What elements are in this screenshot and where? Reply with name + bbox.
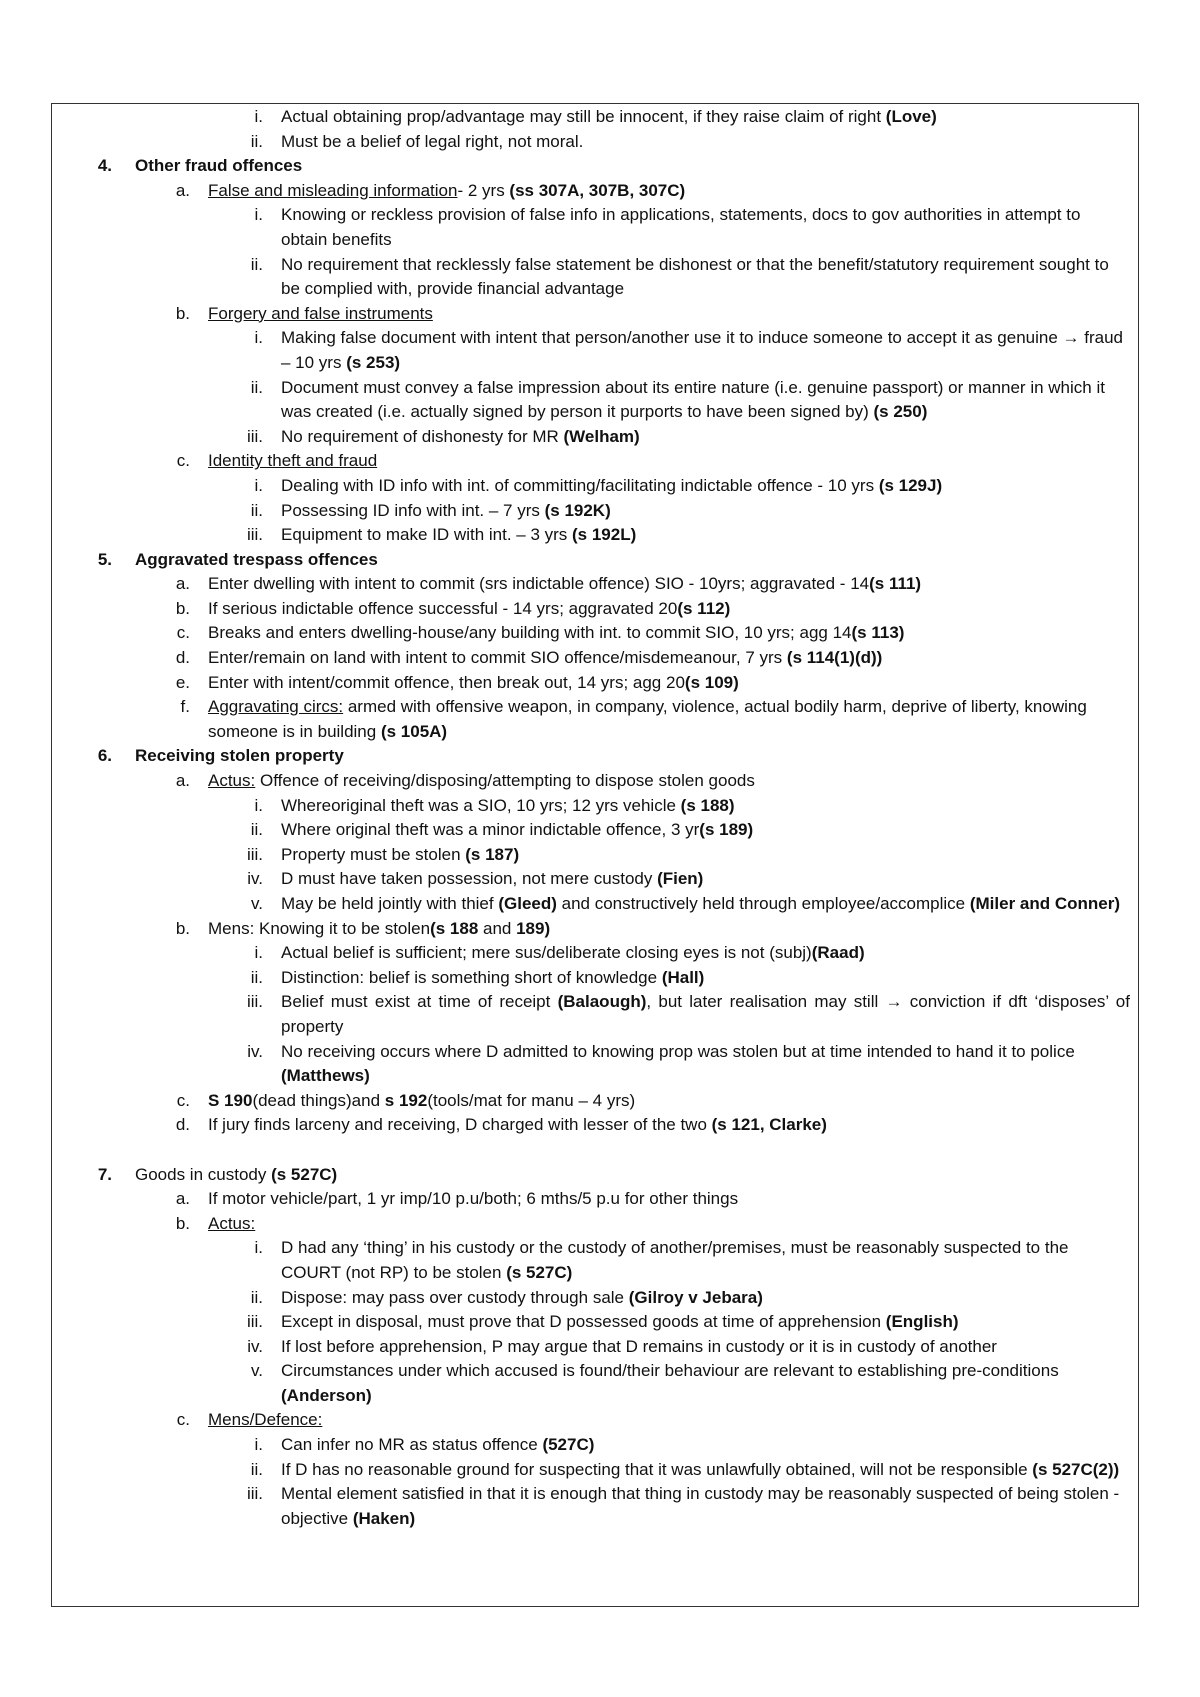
- plain-text: If motor vehicle/part, 1 yr imp/10 p.u/both; 6 mths/5 p.u for other things: [208, 1189, 739, 1209]
- outline-item-level-3: [0, 1286, 1200, 1311]
- plain-text: Offence of receiving/disposing/attempting to dispose stolen goods: [255, 771, 755, 791]
- item-text: [208, 302, 1130, 327]
- plain-text: No requirement of dishonesty for MR: [281, 426, 564, 446]
- plain-text: If jury finds larceny and receiving, D charged with lesser of the two: [208, 1115, 712, 1135]
- list-marker: 6.: [97, 746, 112, 766]
- plain-text: Must be a belief of legal right, not moral.: [281, 131, 584, 151]
- outline-item-level-2: [0, 1113, 1200, 1138]
- citation: (English): [885, 1312, 959, 1332]
- citation: (s 527C(2)): [1032, 1459, 1120, 1479]
- plain-text: and constructively held through employee/accomplice: [556, 894, 970, 913]
- plain-text: Circumstances under which accused is found/their behaviour are relevant to establishing pre-conditions: [281, 1361, 1059, 1381]
- outline-item-level-2: [0, 449, 1200, 474]
- citation: (Matthews): [281, 1066, 370, 1086]
- outline-item-level-3: [0, 203, 1200, 252]
- list-marker: 4.: [97, 156, 112, 176]
- item-text: [135, 154, 1130, 179]
- outline-item-level-3: [0, 794, 1200, 819]
- citation: (s 527C): [271, 1164, 338, 1184]
- citation: (s 121, Clarke): [711, 1115, 827, 1135]
- list-marker: iii.: [246, 844, 263, 864]
- plain-text: Except in disposal, must prove that D possessed goods at time of apprehension: [281, 1312, 886, 1332]
- list-marker: ii.: [250, 820, 263, 840]
- citation: (s 192L): [572, 525, 637, 545]
- plain-text: If serious indictable offence successful - 14 yrs; aggravated 20: [208, 598, 678, 618]
- list-marker: ii.: [250, 1459, 263, 1479]
- list-marker: f.: [180, 697, 190, 717]
- list-marker: ii.: [250, 131, 263, 151]
- item-text: [281, 253, 1130, 302]
- plain-text: Actual obtaining prop/advantage may still be innocent, if they raise claim of right: [281, 107, 886, 126]
- plain-text: Making false document with intent that person/another use it to induce someone to accept it as genuine → fraud – 10 yrs: [281, 328, 1124, 372]
- citation: (Miler and Conner): [969, 894, 1121, 913]
- item-text: [281, 203, 1130, 252]
- item-text: [281, 1335, 1130, 1360]
- list-marker: 5.: [97, 549, 112, 569]
- plain-text: (dead things)and: [252, 1090, 385, 1110]
- citation: (ss 307A, 307B, 307C): [509, 180, 686, 200]
- list-marker: a.: [175, 574, 190, 594]
- outline-item-level-3: [0, 376, 1200, 425]
- underlined-heading: Forgery and false instruments: [208, 303, 433, 323]
- outline-item-level-3: [0, 867, 1200, 892]
- plain-text: No requirement that recklessly false statement be dishonest or that the benefit/statutory requirement sought to be complied with, provide financial advantage: [281, 254, 1109, 299]
- list-marker: iii.: [246, 1484, 263, 1504]
- plain-text: Mental element satisfied in that it is enough that thing in custody may be reasonably suspected of being stolen - objective: [281, 1484, 1120, 1528]
- citation: (Anderson): [281, 1385, 372, 1405]
- citation: (s 112): [677, 598, 731, 618]
- list-marker: i.: [254, 943, 263, 963]
- item-text: [208, 671, 1130, 696]
- outline-item-level-3: [0, 990, 1200, 1039]
- underlined-heading: Actus:: [208, 771, 256, 791]
- citation: (Hall): [661, 967, 705, 987]
- blank-line: [0, 1138, 1200, 1163]
- list-marker: iv.: [247, 1336, 263, 1356]
- list-marker: e.: [175, 672, 190, 692]
- list-marker: a.: [175, 771, 190, 791]
- list-marker: b.: [175, 1213, 190, 1233]
- citation: (s 527C): [506, 1262, 573, 1282]
- citation: (Welham): [563, 426, 640, 446]
- plain-text: Receiving stolen property: [135, 746, 344, 766]
- citation: (s 187): [465, 844, 520, 864]
- plain-text: Whereoriginal theft was a SIO, 10 yrs; 12 yrs vehicle: [281, 795, 681, 815]
- plain-text: Breaks and enters dwelling-house/any building with int. to commit SIO, 10 yrs; agg 14: [208, 623, 852, 643]
- list-marker: iv.: [247, 1041, 263, 1061]
- citation: (527C): [542, 1435, 595, 1455]
- outline-item-level-2: [0, 1212, 1200, 1237]
- outline-item-level-3: [0, 892, 1200, 917]
- item-text: [281, 326, 1130, 375]
- outline-item-level-3: [0, 818, 1200, 843]
- citation: (s 188: [430, 918, 479, 938]
- citation: (Gleed): [498, 894, 557, 913]
- item-text: [281, 990, 1130, 1039]
- outline-item-level-3: [0, 499, 1200, 524]
- item-text: [208, 1408, 1130, 1433]
- plain-text: Enter/remain on land with intent to commit SIO offence/misdemeanour, 7 yrs: [208, 648, 787, 668]
- item-text: [208, 769, 1130, 794]
- item-text: [281, 843, 1130, 868]
- outline-item-level-1: [0, 744, 1200, 769]
- citation: (s 105A): [380, 721, 448, 741]
- plain-text: and: [478, 918, 517, 938]
- underlined-heading: Identity theft and fraud: [208, 451, 378, 471]
- item-text: [281, 523, 1130, 548]
- plain-text: Enter with intent/commit offence, then break out, 14 yrs; agg 20: [208, 672, 685, 692]
- outline-item-level-3: [0, 1310, 1200, 1335]
- list-marker: v.: [251, 894, 263, 913]
- list-marker: i.: [254, 795, 263, 815]
- outline-item-level-3: [0, 1236, 1200, 1285]
- plain-text: (tools/mat for manu – 4 yrs): [427, 1090, 636, 1110]
- plain-text: Goods in custody: [135, 1164, 272, 1184]
- outline-item-level-1: [0, 1163, 1200, 1188]
- plain-text: Document must convey a false impression about its entire nature (i.e. genuine passport) or manner in which it was created (i.e. actually signed by person it purports to have been signed by): [281, 377, 1105, 422]
- list-marker: c.: [176, 451, 190, 471]
- outline-item-level-3: [0, 1335, 1200, 1360]
- item-text: [281, 474, 1130, 499]
- plain-text: Dispose: may pass over custody through sale: [281, 1287, 629, 1307]
- underlined-heading: Aggravating circs:: [208, 697, 344, 717]
- item-text: [281, 105, 1130, 130]
- item-text: [135, 1163, 1130, 1188]
- plain-text: D had any ‘thing’ in his custody or the custody of another/premises, must be reasonably suspected to the COURT (not RP) to be stolen: [281, 1238, 1069, 1282]
- list-marker: d.: [175, 1115, 190, 1135]
- list-marker: a.: [175, 180, 190, 200]
- list-marker: iii.: [246, 1312, 263, 1332]
- outline-item-level-3: [0, 105, 1200, 130]
- citation: (s 114(1)(d)): [786, 648, 883, 668]
- outline-item-level-2: [0, 179, 1200, 204]
- outline-item-level-3: [0, 425, 1200, 450]
- list-marker: c.: [176, 1090, 190, 1110]
- list-marker: iii.: [246, 992, 263, 1012]
- list-marker: v.: [251, 1361, 263, 1381]
- list-marker: i.: [254, 1238, 263, 1258]
- outline-item-level-3: [0, 941, 1200, 966]
- plain-text: Belief must exist at time of receipt: [281, 992, 558, 1012]
- outline-item-level-1: [0, 548, 1200, 573]
- list-marker: i.: [254, 107, 263, 126]
- citation: (Gilroy v Jebara): [628, 1287, 763, 1307]
- list-marker: iv.: [247, 869, 263, 889]
- item-text: [208, 1113, 1130, 1138]
- outline-item-level-2: [0, 1187, 1200, 1212]
- item-text: [208, 449, 1130, 474]
- citation: (s 113): [851, 623, 905, 643]
- item-text: [135, 548, 1130, 573]
- citation: 189): [516, 918, 551, 938]
- outline-item-level-3: [0, 474, 1200, 499]
- list-marker: d.: [175, 648, 190, 668]
- plain-text: Can infer no MR as status offence: [281, 1435, 543, 1455]
- citation: (s 253): [346, 352, 401, 372]
- item-text: [135, 744, 1130, 769]
- item-text: [208, 1212, 1130, 1237]
- list-marker: b.: [175, 303, 190, 323]
- item-text: [281, 1310, 1130, 1335]
- item-text: [208, 572, 1130, 597]
- item-text: [281, 892, 1130, 917]
- outline-item-level-3: [0, 130, 1200, 155]
- item-text: [208, 646, 1130, 671]
- item-text: [281, 1040, 1130, 1089]
- outline-item-level-3: [0, 1433, 1200, 1458]
- list-marker: i.: [254, 1435, 263, 1455]
- list-marker: ii.: [250, 967, 263, 987]
- outline-item-level-2: [0, 621, 1200, 646]
- outline-item-level-3: [0, 966, 1200, 991]
- plain-text: Possessing ID info with int. – 7 yrs: [281, 500, 545, 520]
- list-marker: ii.: [250, 1287, 263, 1307]
- list-marker: c.: [176, 1410, 190, 1430]
- outline-item-level-2: [0, 302, 1200, 327]
- outline-item-level-3: [0, 253, 1200, 302]
- outline-item-level-1: [0, 154, 1200, 179]
- citation: (Balaough): [557, 992, 647, 1012]
- item-text: [281, 794, 1130, 819]
- plain-text: D must have taken possession, not mere custody: [281, 869, 658, 889]
- plain-text: Distinction: belief is something short of knowledge: [281, 967, 662, 987]
- list-marker: iii.: [246, 426, 263, 446]
- item-text: [281, 1286, 1130, 1311]
- citation: (s 129J): [878, 475, 943, 495]
- citation: (s 111): [869, 574, 922, 594]
- plain-text: - 2 yrs: [457, 180, 510, 200]
- citation: (Fien): [657, 869, 704, 889]
- item-text: [281, 499, 1130, 524]
- underlined-heading: False and misleading information: [208, 180, 458, 200]
- item-text: [281, 1236, 1130, 1285]
- underlined-heading: Mens/Defence:: [208, 1410, 323, 1430]
- outline-item-level-2: [0, 1089, 1200, 1114]
- outline-item-level-2: [0, 917, 1200, 942]
- outline-item-level-2: [0, 646, 1200, 671]
- outline-item-level-2: [0, 769, 1200, 794]
- item-text: [208, 695, 1130, 744]
- outline-item-level-3: [0, 1458, 1200, 1483]
- citation: (s 189): [699, 820, 754, 840]
- citation: (s 250): [873, 402, 928, 422]
- item-text: [208, 1187, 1130, 1212]
- plain-text: Where original theft was a minor indictable offence, 3 yr: [281, 820, 700, 840]
- item-text: [208, 597, 1130, 622]
- list-marker: ii.: [250, 254, 263, 274]
- citation: (s 109): [684, 672, 739, 692]
- list-marker: b.: [175, 918, 190, 938]
- outline-item-level-3: [0, 523, 1200, 548]
- item-text: [281, 1458, 1130, 1483]
- plain-text: Mens: Knowing it to be stolen: [208, 918, 431, 938]
- citation: (Haken): [352, 1508, 416, 1528]
- list-marker: a.: [175, 1189, 190, 1209]
- outline-item-level-3: [0, 326, 1200, 375]
- plain-text: May be held jointly with thief: [281, 894, 499, 913]
- item-text: [208, 621, 1130, 646]
- item-text: [281, 1433, 1130, 1458]
- outline-item-level-3: [0, 1040, 1200, 1089]
- outline-item-level-3: [0, 843, 1200, 868]
- item-text: [281, 425, 1130, 450]
- list-marker: b.: [175, 598, 190, 618]
- plain-text: , but later realisation may still → conviction if dft ‘disposes’ of property: [281, 992, 1130, 1036]
- plain-text: Enter dwelling with intent to commit (srs indictable offence) SIO - 10yrs; aggravated - 14: [208, 574, 870, 594]
- item-text: [208, 1089, 1130, 1114]
- citation: (s 192K): [544, 500, 611, 520]
- outline-item-level-3: [0, 1482, 1200, 1531]
- plain-text: Actual belief is sufficient; mere sus/deliberate closing eyes is not (subj): [281, 943, 812, 963]
- item-text: [281, 1359, 1130, 1408]
- plain-text: Equipment to make ID with int. – 3 yrs: [281, 525, 573, 545]
- list-marker: ii.: [250, 377, 263, 397]
- outline-item-level-2: [0, 695, 1200, 744]
- item-text: [281, 376, 1130, 425]
- item-text: [208, 917, 1130, 942]
- outline-item-level-2: [0, 671, 1200, 696]
- outline-item-level-2: [0, 597, 1200, 622]
- list-marker: i.: [254, 475, 263, 495]
- list-marker: 7.: [97, 1164, 112, 1184]
- outline-item-level-2: [0, 572, 1200, 597]
- list-marker: c.: [176, 623, 190, 643]
- underlined-heading: Actus:: [208, 1213, 256, 1233]
- outline-item-level-2: [0, 1408, 1200, 1433]
- plain-text: Property must be stolen: [281, 844, 466, 864]
- plain-text: Dealing with ID info with int. of committing/facilitating indictable offence - 10 yrs: [281, 475, 879, 495]
- item-text: [281, 941, 1130, 966]
- list-marker: iii.: [246, 525, 263, 545]
- plain-text: No receiving occurs where D admitted to knowing prop was stolen but at time intended to hand it to police: [281, 1041, 1075, 1061]
- plain-text: If D has no reasonable ground for suspecting that it was unlawfully obtained, will not be responsible: [281, 1459, 1033, 1479]
- plain-text: armed with offensive weapon, in company, violence, actual bodily harm, deprive of liberty, knowing someone is in building: [208, 697, 1087, 741]
- list-marker: ii.: [250, 500, 263, 520]
- item-text: [281, 1482, 1130, 1531]
- plain-text: Aggravated trespass offences: [135, 549, 378, 569]
- item-text: [281, 130, 1130, 155]
- citation: S 190: [208, 1090, 253, 1110]
- item-text: [281, 818, 1130, 843]
- list-marker: i.: [254, 205, 263, 225]
- plain-text: Other fraud offences: [135, 156, 303, 176]
- item-text: [281, 966, 1130, 991]
- citation: (s 188): [680, 795, 735, 815]
- item-text: [208, 179, 1130, 204]
- item-text: [281, 867, 1130, 892]
- citation: (Love): [885, 107, 937, 126]
- citation: (Raad): [811, 943, 865, 963]
- plain-text: Knowing or reckless provision of false info in applications, statements, docs to gov authorities in attempt to obtain benefits: [281, 205, 1081, 249]
- plain-text: If lost before apprehension, P may argue that D remains in custody or it is in custody of another: [281, 1336, 997, 1356]
- citation: s 192: [384, 1090, 428, 1110]
- outline-item-level-3: [0, 1359, 1200, 1408]
- notes-outline: [0, 105, 1200, 1531]
- list-marker: i.: [254, 328, 263, 348]
